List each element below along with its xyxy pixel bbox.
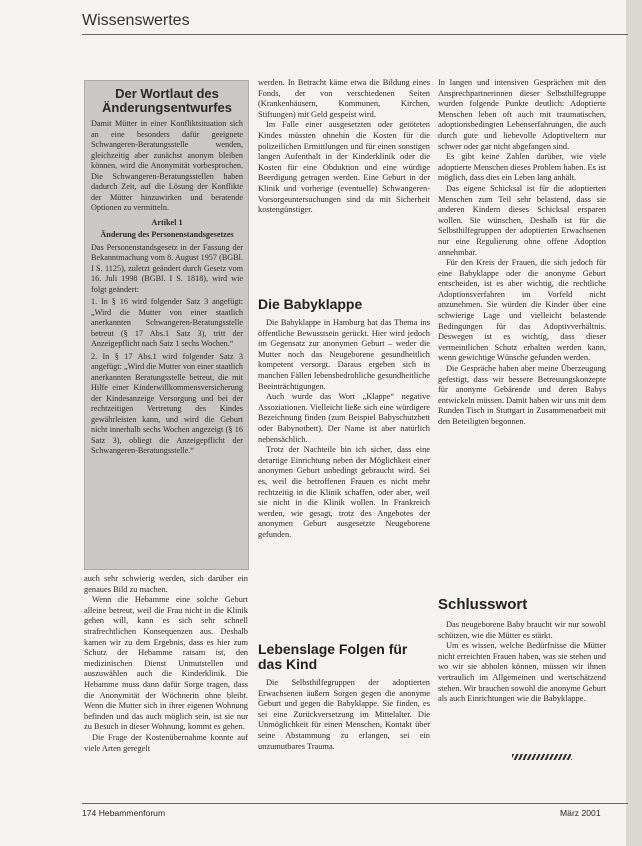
col2-baby-para-3: Trotz der Nachteile bin ich sicher, dass eine derartige Einrichtung neben der Möglichkeit einer anonymen Geburt unbedingt gebraucht wird. Sei es, weil die betroffenen Frauen es nicht mehr rechtzeitig in die Klinik schaffen, oder aber, weil sie nicht in die Klinik wollen. In Frankreich werden, wie gesagt, trotz des Angebotes der anonymen Geburt ausgesetzte Neugeborene gefunden. <box>258 445 430 539</box>
col3-para-5: Die Gespräche haben aber meine Überzeugung gefestigt, dass wir bessere Betreuungskonzepte für anonyme Gebärende und deren Babys entwickeln müssen. Damit haben wir uns mit dem Runden Tisch in Stuttgart in Zusammenarbeit mit den Beteiligten begonnen. <box>438 364 606 426</box>
heading-schlusswort: Schlusswort <box>438 596 528 613</box>
col3-para-2: Es gibt keine Zahlen darüber, wie viele adoptierte Menschen dieses Problem haben. Es ist möglich, dass dies ein Leben lang anhält. <box>438 152 606 183</box>
col1-para-2: Wenn die Hebamme eine solche Geburt alleine betreut, weil die Frau nicht in die Klinik gehen will, kann es sich sehr schnell strafrechtlichen Konsequenzen aus. Deshalb kamen wir zu dem Ergebnis, dass es hier zum Schutz der Hebamme ratsam ist, den medizinischen Dienst Unmutstellen und auszuwählen auch die Kinderklinik. Die Hebamme muss dann dafür Sorge tragen, dass die Anonymität der Wöchnerin ohne bleibt. Wenn die Mutter sich in ihrer eigenen Wohnung befinden und das auch möglich sein, ist sie nur zu Besuch in dieser Wohnung, kommt es gehen. <box>84 595 248 732</box>
col3-para-3: Das eigene Schicksal ist für die adoptierten Menschen zum Teil sehr belastend, dass sie anderen Kindern dieses Schicksal ersparen wollen. Sie wünschen, Deshalb ist für die Selbsthilfegruppen der adoptierten Erwachsenen nur eine Regulierung ohne offene Adoption annehmbar. <box>438 183 606 257</box>
col2-baby-para-1: Die Babyklappe in Hamburg hat das Thema ins öffentliche Bewusstsein gerückt. Hier wird jedoch im Gegensatz zur anonymen Geburt – weder die Mutter noch das Neugeborene gesundheitlich kompetent versorgt. Daraus ergeben sich in manchen Fällen lebensbedrohliche gesundheitliche Beeinträchtigungen. <box>258 318 430 391</box>
section-title: Wissenswertes <box>82 12 190 29</box>
col3-schluss-para-1: Das neugeborene Baby braucht wir nur sowohl schützen, wie die Mütter es stärkt. <box>438 620 606 640</box>
box-article-subheading: Änderung des Personenstandsgesetzes <box>100 230 234 239</box>
box-intro: Damit Mütter in einer Konfliktsituation sich an eine besonders dafür geeignete Schwangeren-Beratungsstelle wenden, gleichzeitig aber zunächst anonym bleiben können, wird die Anonymität vorbesprochen. Die Schwangeren-Beratungsstellen haben dadurch Zeit, auf die Lösung der Konflikte der Mütter hinzuwirken und beratende Optionen zu vermitteln. <box>91 119 243 212</box>
end-mark <box>512 754 572 760</box>
footer-right: März 2001 <box>560 808 601 818</box>
col2-leb-para-1: Die Selbsthilfegruppen der adoptierten Erwachsenen äußern Sorgen gegen die anonyme Geburt und gegen die Babyklappe. Sie finden, es sei eine Zurückversetzung im Mittelalter. Die Unmöglichkeit für einen Menschen, Kontakt über seine Abstammung zu erlangen, sei ein unzumutbares Trauma. <box>258 678 430 751</box>
column-3 <box>438 78 606 428</box>
scan-edge <box>626 0 642 846</box>
bottom-rule <box>82 803 628 804</box>
col1-para-3: Die Frage der Kostenübernahme konnte auf viele Arten geregelt <box>84 732 248 753</box>
column-2 <box>258 78 430 216</box>
amendment-box <box>84 80 249 570</box>
footer-left: 174 Hebammenforum <box>82 808 166 818</box>
column-2-babyklappe <box>258 318 430 540</box>
column-2-lebenslage <box>258 678 430 752</box>
column-1 <box>84 574 248 754</box>
col2-para-2: Im Falle einer ausgesetzten oder getöteten Kindes müssten ohnehin die Kosten für die polizeilichen Ermittlungen und für einen sonstigen langen Aufenthalt in der Kinderklinik oder die Kosten für eine Obduktion und eine würdige Beerdigung getragen werden. Eine Geburt in der Klinik und vorherige (eventuelle) Schwangeren-Vorsorgeuntersuchungen sind da mit Sicherheit kostengünstiger. <box>258 120 430 215</box>
box-article-heading: Artikel 1 <box>151 217 183 227</box>
box-item-2: 2. In § 17 Abs.1 wird folgender Satz 3 angefügt: „Wird die Mutter von einer staatlich anerkannten Beratungsstelle betreut, die mit Hilfe einer Kinderwillkommensversicherung der Kindesanzeige Versorgung und bei der rechtzeitigen Vertretung des Kindes gewährleisten kann, und wird die Geburt nicht innerhalb sechs Wochen angezeigt (§ 16 Satz 3), obliegt die Anzeigepflicht der Schwangeren-Beratungsstelle.“ <box>91 351 243 455</box>
box-item-1: 1. In § 16 wird folgender Satz 3 angefügt: „Wird die Mutter von einer staatlich anerkannten Schwangeren-Beratungsstelle betreut (§ 17 Abs.1 Satz 3), tritt der Anzeigepflicht nach Satz 1 sechs Wochen.“ <box>91 297 243 348</box>
top-rule <box>82 34 628 35</box>
box-title: Der Wortlaut des Änderungsentwurfes <box>101 86 232 115</box>
heading-lebenslage: Lebenslage Folgen für das Kind <box>258 641 408 672</box>
column-3-schluss <box>438 620 606 705</box>
col1-para-1: auch sehr schwierig werden, sich darüber ein genaues Bild zu machen. <box>84 574 248 594</box>
col3-schluss-para-2: Um es wissen, welche Bedürfnisse die Mütter nicht erreichten Frauen haben, was sie stehen und wo wir sie abholen können, müssen wir ihnen vertraulich im Allgemeinen und wertschätzend stehen. Wir brauchen sowohl die anonyme Geburt als auch Einrichtungen wie die Babyklappe. <box>438 641 606 704</box>
heading-babyklappe: Die Babyklappe <box>258 296 363 312</box>
col3-para-1: In langen und intensiven Gesprächen mit den Ansprechpartnerinnen dieser Selbsthilfegruppe wurden folgende Punkte deutlich: Adoptierte Menschen leben oft auch mit traumatischen, adoptionsbedingten Lebenserfahrungen, die auch durch gute und liebevolle Adoptiveltern nur schwer oder gar nicht abgefangen sind. <box>438 78 606 151</box>
col3-para-4: Für den Kreis der Frauen, die sich jedoch für eine Babyklappe oder die anonyme Geburt entscheiden, ist es aber wichtig, die rechtliche Adoptionsverfahren im Vorfeld nicht anzunehmen. Sie würden die Kinder über eine schwierige Lage und vielleicht belastende Bedingungen für das Adoptivverhältnis. Deswegen ist es wichtig, dass dieser vermeintlichen Schutz erhalten werden kann, wenn gewichtige Wünsche gefunden werden. <box>438 258 606 363</box>
col2-baby-para-2: Auch wurde das Wort „Klappe“ negative Assoziationen. Vielleicht ließe sich eine würdigere Bezeichnung finden (zum Beispiel Babyschutzbett oder Babynotbett). Der Name ist aber natürlich nebensächlich. <box>258 392 430 444</box>
box-article-text: Das Personenstandsgesetz in der Fassung der Bekanntmachung vom 8. August 1957 (BGBl. I S. 1125), zuletzt geändert durch Gesetz vom 16. Juli 1998 (BGBl. I S. 1818), wird wie folgt geändert: <box>91 242 243 294</box>
col2-para-1: werden. In Betracht käme etwa die Bildung eines Fonds, der von verschiedenen Seiten (Krankenhäusern, Kommunen, Kirchen, Stiftungen) mit Geld gespeist wird. <box>258 78 430 119</box>
